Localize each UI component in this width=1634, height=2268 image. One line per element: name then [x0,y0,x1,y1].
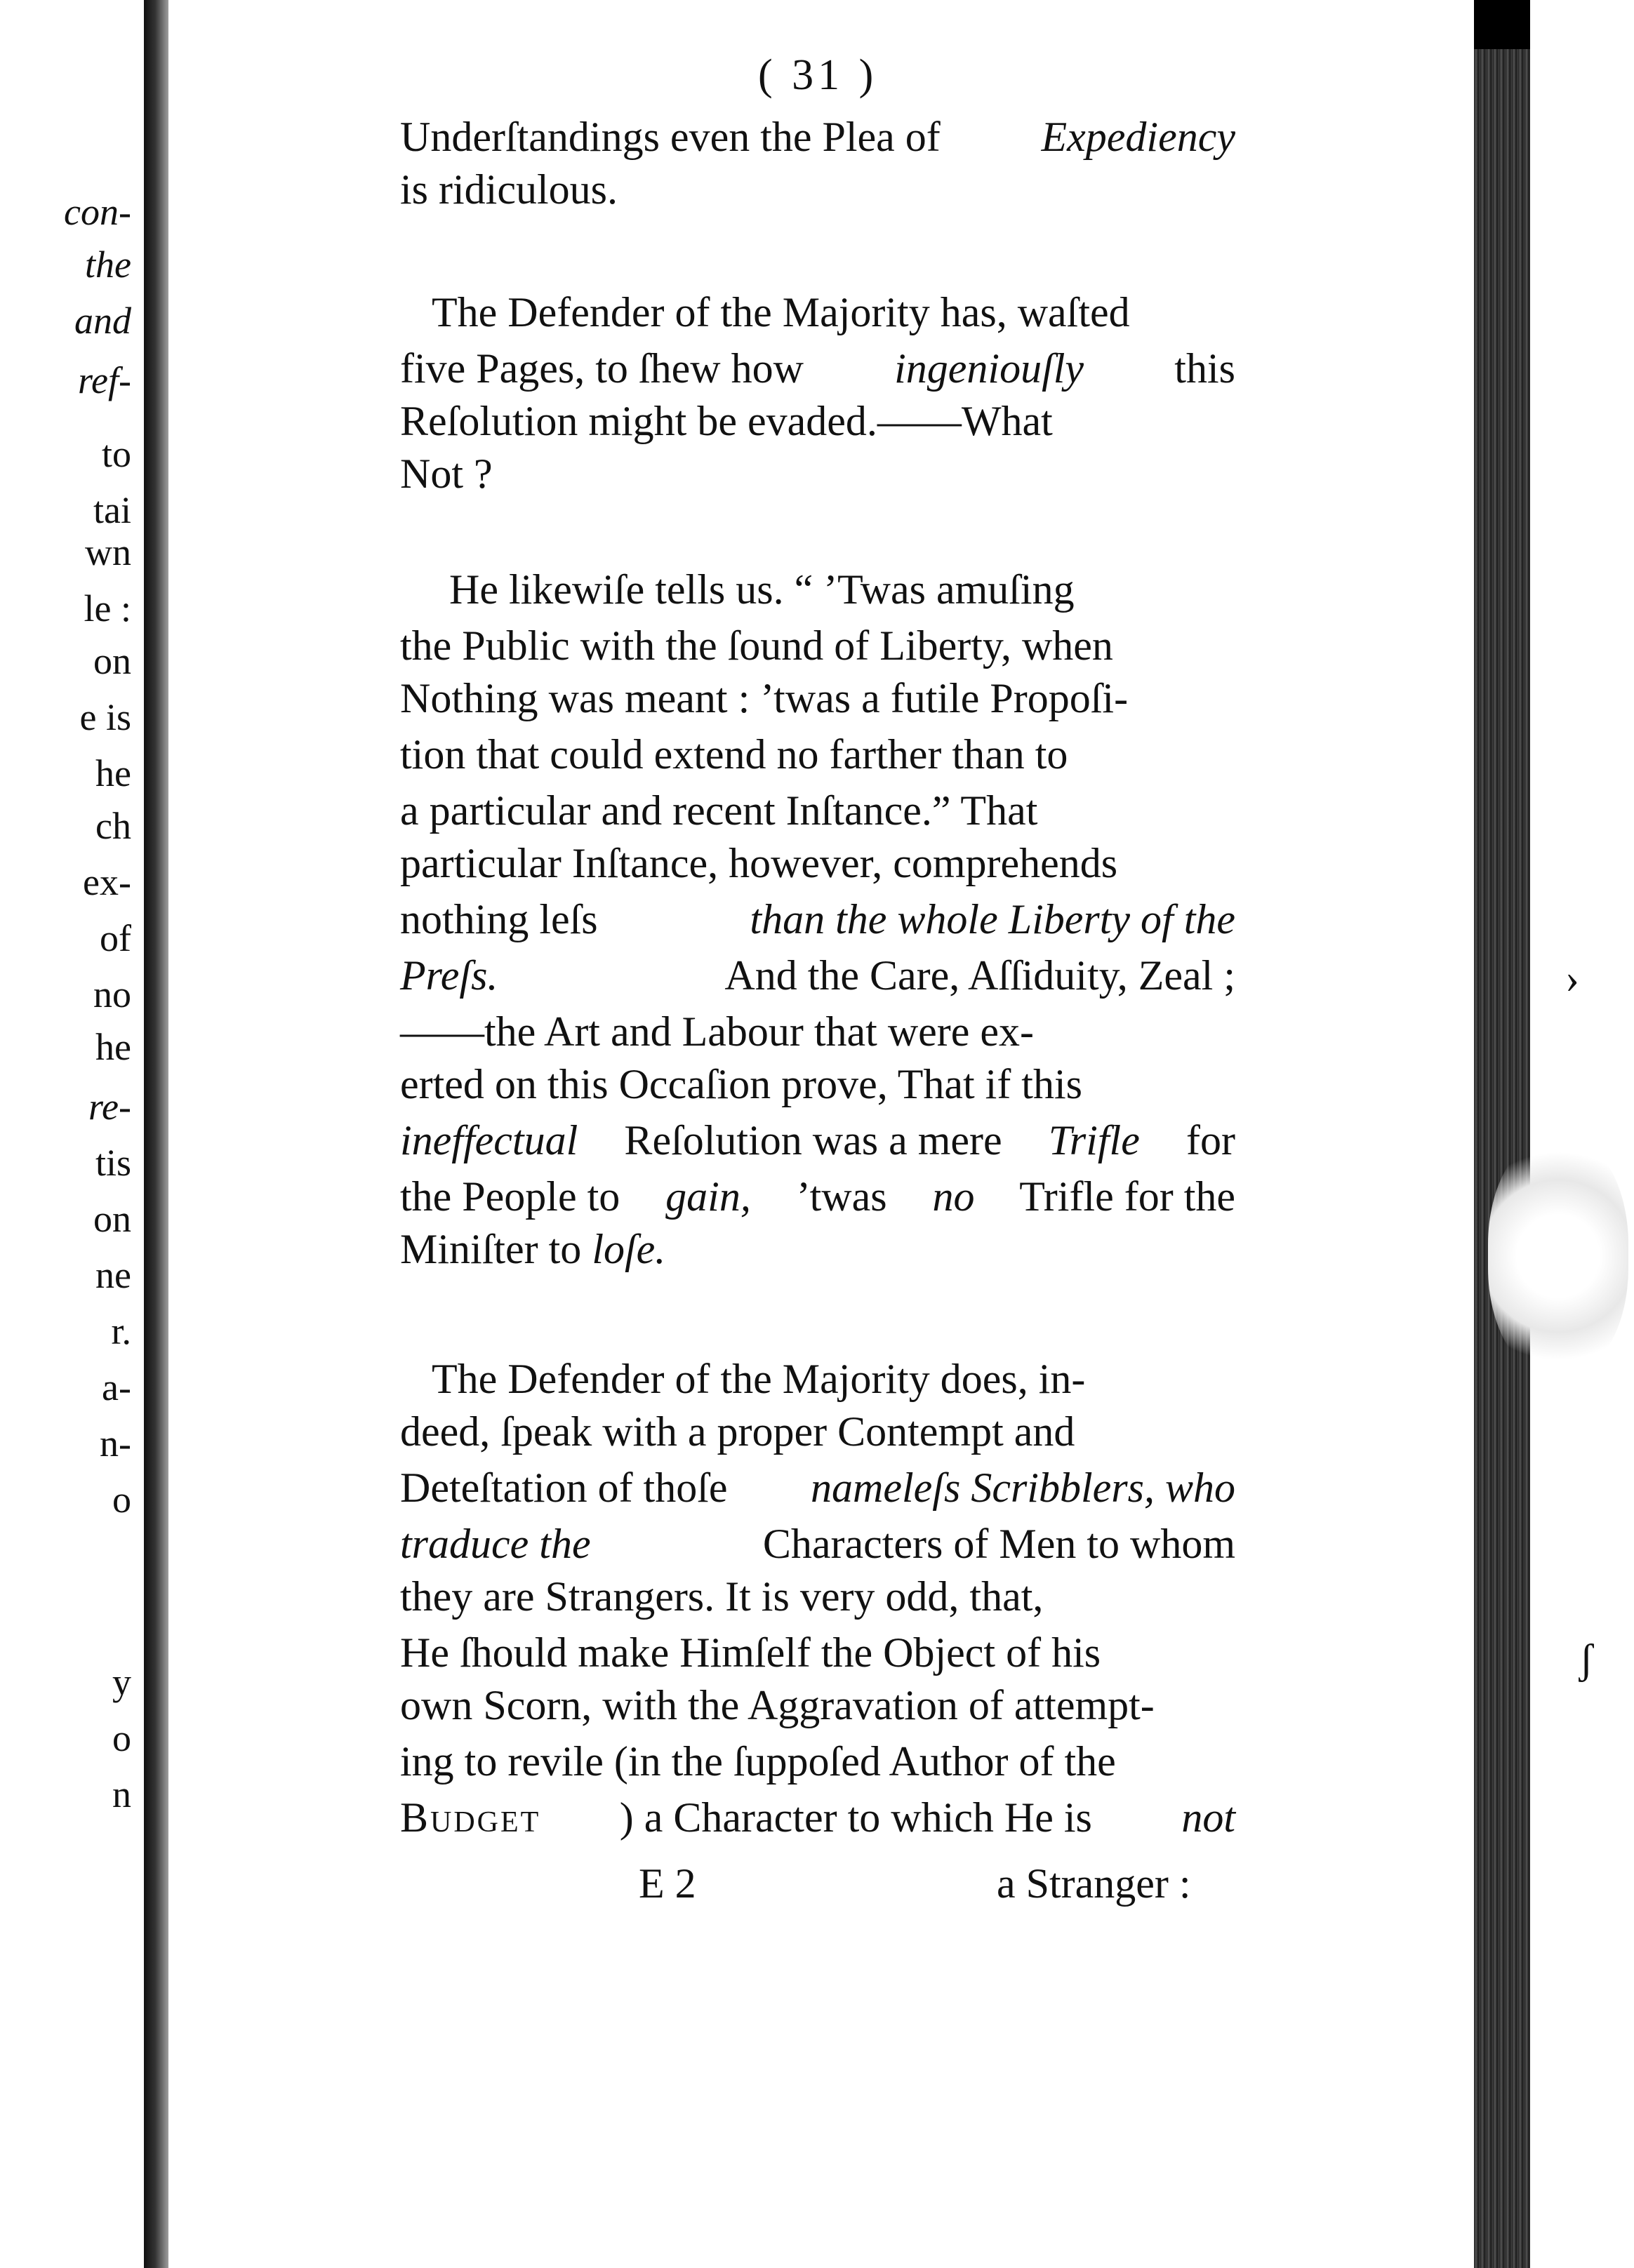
facing-page-text: no [93,973,131,1015]
facing-page-text: tai [93,489,131,531]
paper-damage [1488,1137,1628,1375]
text-run: The Defender of the Majority has, waſted [432,289,1130,335]
scan-speck: ʃ [1579,1636,1593,1682]
italic-text: no [932,1173,975,1220]
text-line [400,1572,1235,1621]
text-line [400,344,1235,393]
text-run: erted on this Occaſion prove, That if this [400,1061,1082,1107]
facing-page-text: n [112,1773,131,1815]
facing-page-text: le : [84,587,131,629]
text-line [400,1463,1235,1512]
text-line [400,839,1235,888]
facing-page-text: on [93,640,131,682]
backing-sheet [1530,0,1634,2268]
text-line [449,565,1235,614]
text-run: is ridiculous. [400,166,618,213]
facing-page-text: ch [95,805,131,847]
italic-text: Preſs. [400,952,498,999]
italic-text: ineffectual [400,1117,578,1163]
italic-text: not [1181,1794,1235,1841]
text-run: own Scorn, with the Aggravation of attempt- [400,1682,1155,1728]
text-line [400,674,1235,723]
facing-page-text: ref- [78,359,131,401]
italic-text: than the whole Liberty of the [750,896,1235,942]
facing-page-text: ex- [83,861,131,903]
text-run: tion that could extend no farther than to [400,731,1068,778]
text-line [400,1737,1235,1786]
text-line [400,730,1235,779]
facing-page-text: n- [100,1422,131,1465]
facing-page-text: he [95,1026,131,1068]
text-run: the People to [400,1173,631,1220]
text-run: particular Inſtance, however, comprehends [400,840,1118,886]
text-run: ) a Character to which He is [619,1794,1103,1841]
text-run: a particular and recent Inſtance.” That [400,787,1038,834]
text-run: ing to revile (in the ſuppoſed Author of the [400,1738,1116,1785]
facing-page-text: e is [79,696,131,738]
facing-page-text: of [100,917,131,959]
italic-text: Trifle [1048,1117,1140,1163]
facing-page-text: o [112,1479,131,1521]
text-line [400,1060,1235,1109]
text-run: Trifle for the [1009,1173,1235,1220]
text-run: this [1164,345,1235,392]
signature-mark: E 2 [639,1860,696,1907]
facing-page-text: r. [111,1310,131,1352]
text-line [400,895,1235,944]
italic-text: loſe. [592,1226,666,1272]
facing-page-fragment [0,0,145,2268]
facing-page-text: on [93,1198,131,1240]
text-run: He likewiſe tells us. “ ’Twas amuſing [449,566,1075,613]
facing-page-text: wn [85,531,131,573]
facing-page-text: the [85,244,131,286]
text-run: He ſhould make Himſelf the Object of his [400,1629,1101,1676]
text-run: Reſolution might be evaded.——What [400,398,1053,444]
text-line [400,1681,1235,1730]
text-line [400,396,1235,446]
text-line [432,1354,1235,1403]
text-run: Miniſter to [400,1226,592,1272]
text-run: nothing leſs [400,896,609,942]
text-run: Characters of Men to whom [752,1521,1235,1567]
text-run: they are Strangers. It is very odd, that, [400,1573,1044,1620]
text-run: ’twas [785,1173,898,1220]
facing-page-text: o [112,1717,131,1759]
text-line [432,288,1235,337]
text-run: Reſolution was a mere [613,1117,1013,1163]
text-line [400,1007,1235,1056]
facing-page-text: ne [95,1254,131,1296]
text-run: The Defender of the Majority does, in- [432,1356,1086,1402]
text-run: deed, ſpeak with a proper Contempt and [400,1408,1075,1455]
facing-page-text: con- [64,191,131,233]
text-run: Nothing was meant : ’twas a futile Propoſi- [400,675,1129,721]
text-line [400,1116,1235,1165]
page-number: ( 31 ) [758,51,878,99]
text-run: Not ? [400,451,493,497]
catchword: a Stranger : [997,1860,1191,1907]
italic-text: traduce the [400,1521,591,1567]
text-line [400,1628,1235,1677]
text-run: five Pages, to ſhew how [400,345,814,392]
facing-page-text: a- [102,1366,131,1408]
italic-text: gain, [665,1173,751,1220]
facing-page-text: re- [88,1086,131,1128]
text-line [400,1172,1235,1221]
text-line [400,1519,1235,1568]
text-run: And the Care, Aſſiduity, Zeal ; [716,952,1235,999]
text-line [400,1793,1235,1842]
scan-speck: › [1565,955,1579,1001]
text-run: the Public with the ſound of Liberty, when [400,622,1113,669]
text-run: Deteſtation of thoſe [400,1465,738,1511]
text-run: for [1176,1117,1235,1163]
text-line [400,1225,665,1274]
facing-page-text: y [112,1661,131,1703]
text-line [400,621,1235,670]
facing-page-text: he [95,752,131,794]
small-caps-text: Budget [400,1794,541,1841]
italic-text: ingeniouſly [894,345,1084,392]
text-line [400,1407,1235,1456]
text-line [400,951,1235,1000]
facing-page-text: and [74,300,131,342]
text-line [400,449,493,498]
text-line [400,165,618,214]
gutter-shadow [144,0,172,2268]
book-page [168,0,1474,2268]
facing-page-text: tis [95,1142,131,1184]
italic-text: nameleſs Scribblers, who [811,1465,1235,1511]
text-line [400,112,1235,161]
italic-text: Expediency [1041,114,1235,160]
text-run: ——the Art and Labour that were ex- [400,1008,1035,1055]
text-line [400,786,1235,835]
facing-page-text: to [101,433,131,475]
text-run: Underſtandings even the Plea of [400,114,951,160]
